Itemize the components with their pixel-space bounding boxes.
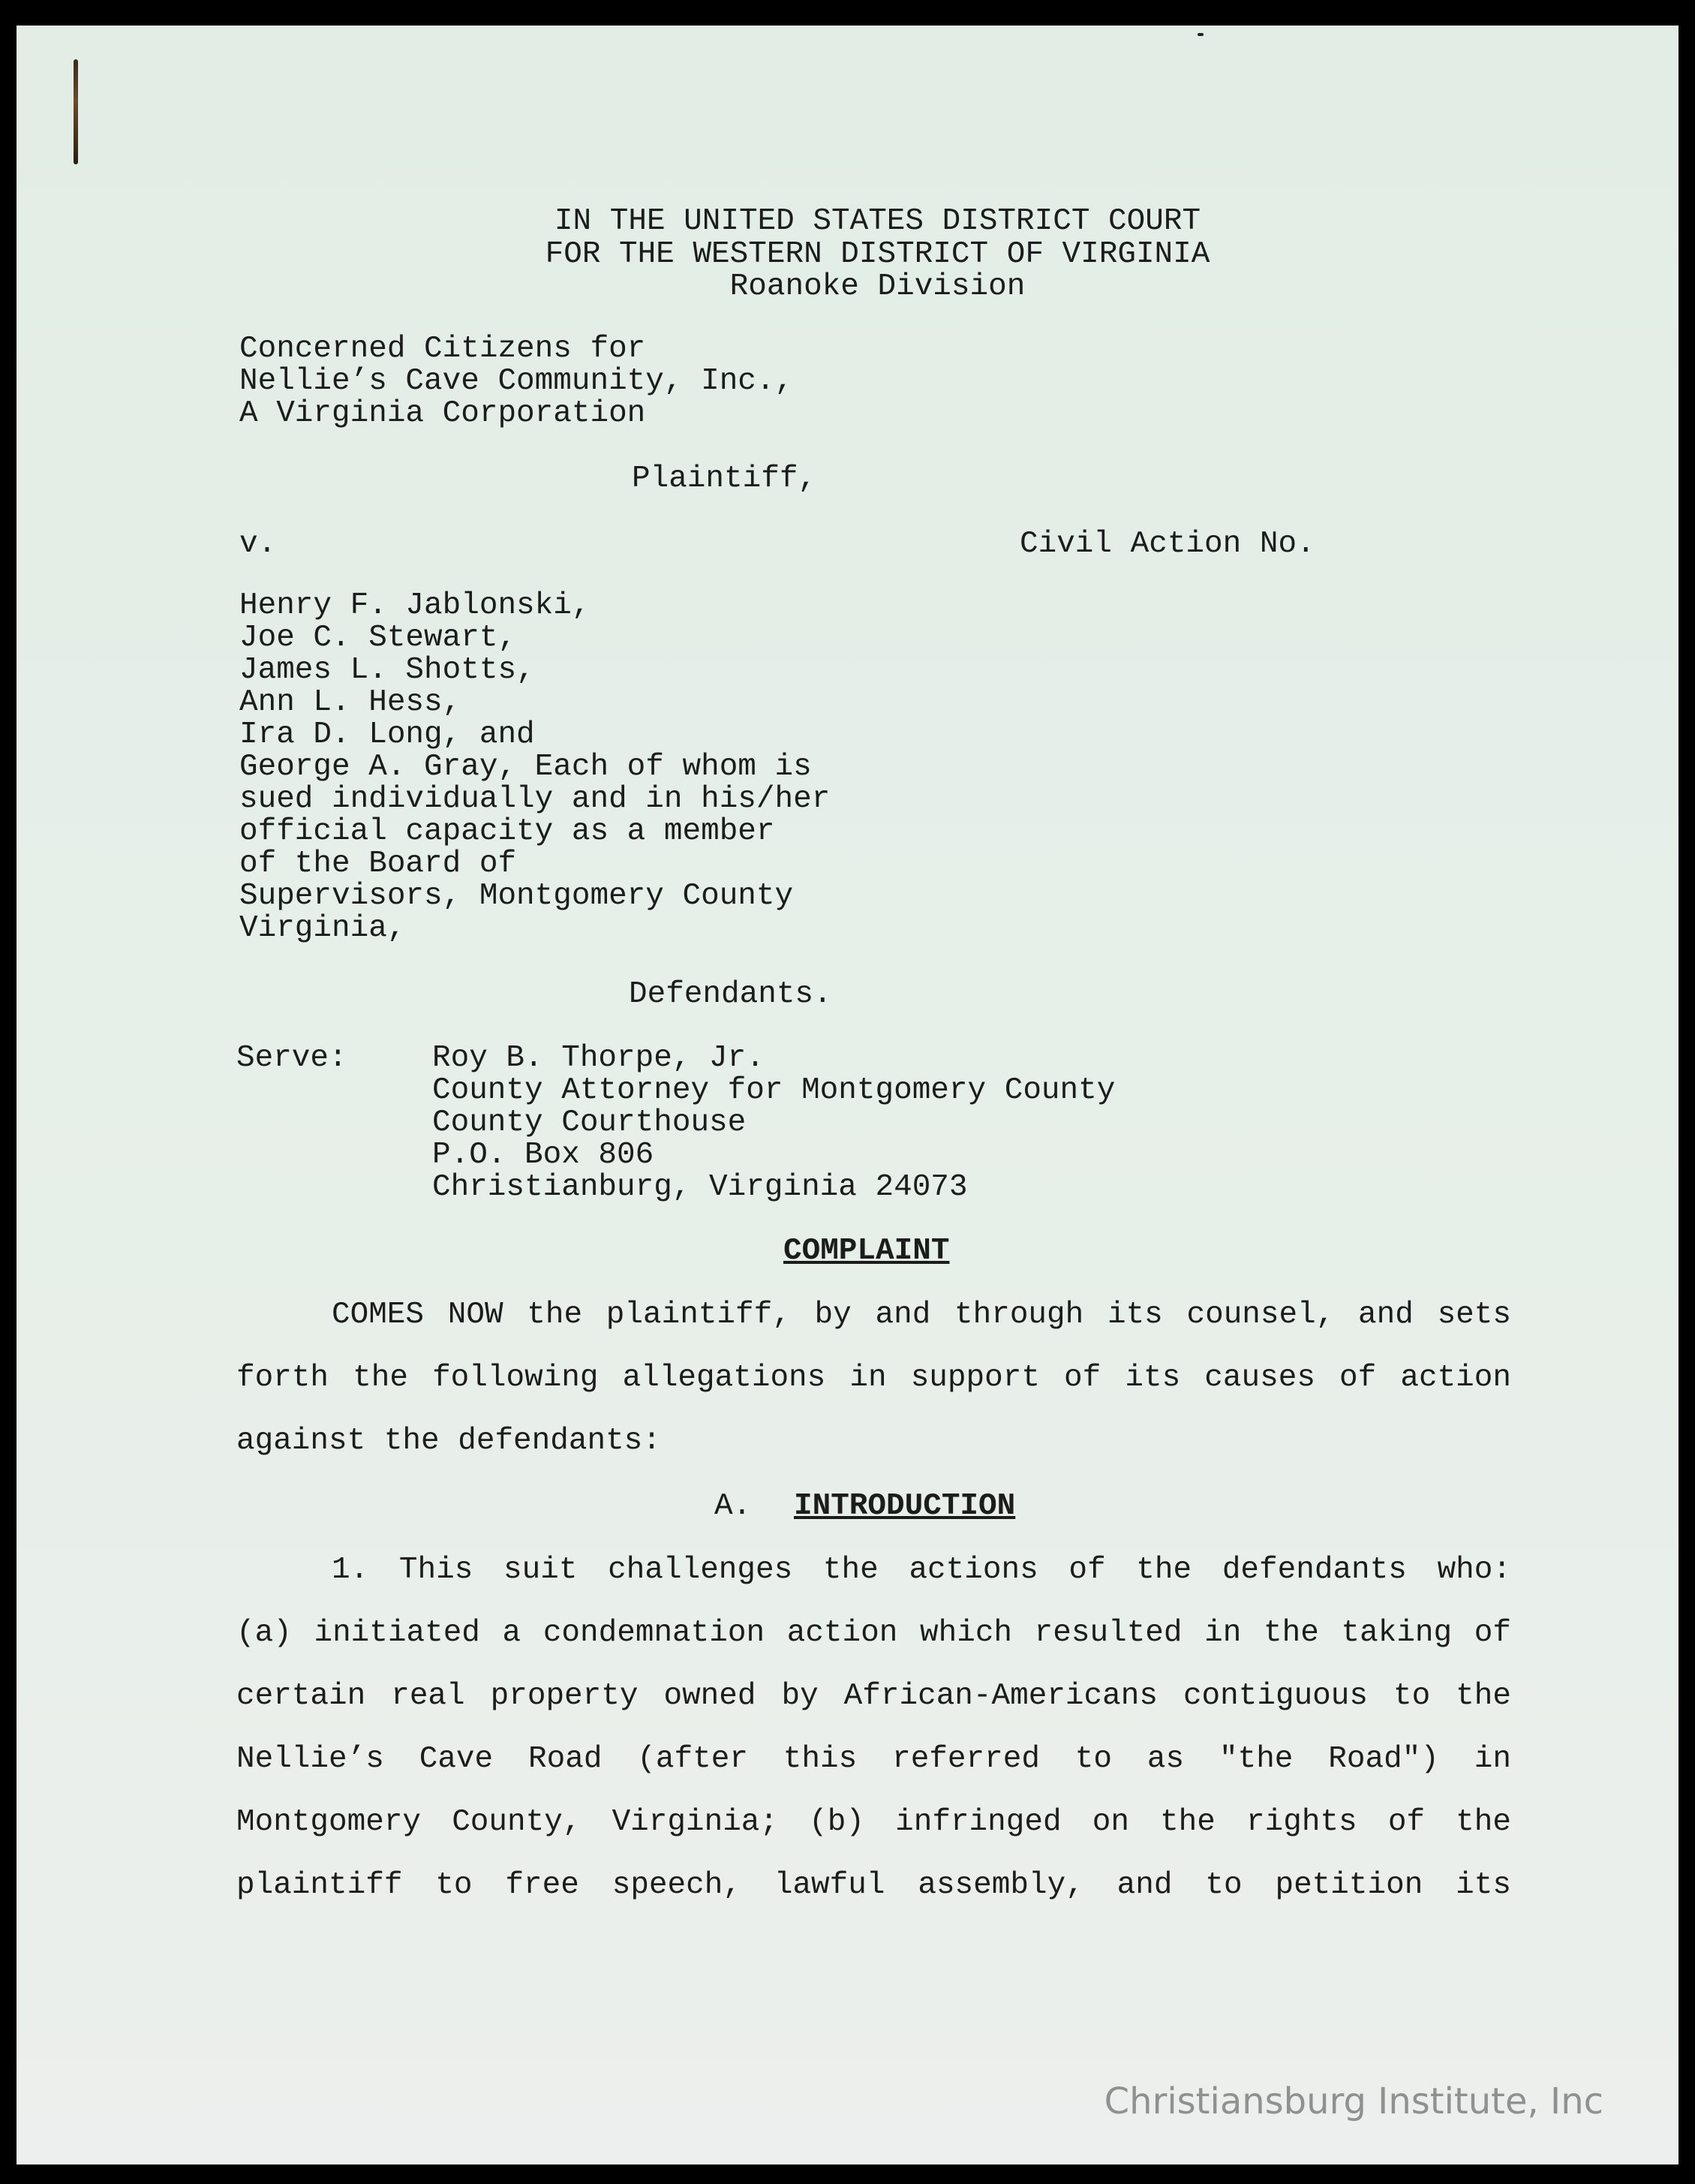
defendant-line: George A. Gray, Each of whom is [239, 750, 812, 784]
paragraph-1-line: certain real property owned by African-Americans contiguous to the [236, 1679, 1511, 1713]
defendant-line: Supervisors, Montgomery County [239, 879, 794, 913]
paragraph-1-line: 1. This suit challenges the actions of the defendants who: [332, 1553, 1511, 1587]
paragraph-1-line: plaintiff to free speech, lawful assembly, and to petition its [236, 1868, 1511, 1903]
plaintiff-line: Concerned Citizens for [239, 332, 646, 366]
binding-mark [74, 59, 78, 164]
paragraph-1-line: (a) initiated a condemnation action which resulted in the taking of [236, 1616, 1511, 1650]
defendant-line: official capacity as a member [239, 814, 775, 849]
watermark: Christiansburg Institute, Inc [1104, 2080, 1603, 2122]
paragraph-1-line: Montgomery County, Virginia; (b) infringed on the rights of the [236, 1805, 1511, 1840]
defendants-role: Defendants. [629, 977, 832, 1012]
intro-paragraph-line: against the defendants: [236, 1424, 661, 1458]
plaintiff-role: Plaintiff, [632, 462, 817, 496]
defendant-line: Ira D. Long, and [239, 717, 535, 752]
civil-action-label: Civil Action No. [1020, 527, 1315, 561]
serve-line: Christianburg, Virginia 24073 [432, 1170, 968, 1205]
intro-paragraph-line: COMES NOW the plaintiff, by and through its counsel, and sets [332, 1298, 1511, 1332]
serve-line: Roy B. Thorpe, Jr. [432, 1041, 765, 1075]
court-heading-line-1: IN THE UNITED STATES DISTRICT COURT [554, 204, 1201, 239]
versus-label: v. [239, 527, 277, 561]
defendant-line: Virginia, [239, 911, 406, 946]
paper-speck [1198, 33, 1204, 36]
court-heading-line-3: Roanoke Division [729, 269, 1026, 304]
document-page [17, 26, 1678, 2164]
defendant-line: James L. Shotts, [239, 653, 535, 687]
serve-line: P.O. Box 806 [432, 1138, 654, 1172]
defendant-line: Henry F. Jablonski, [239, 588, 591, 623]
section-letter: A. [714, 1489, 752, 1524]
defendant-line: sued individually and in his/her [239, 782, 831, 817]
paragraph-1-line: Nellie’s Cave Road (after this referred to as "the Road") in [236, 1742, 1511, 1776]
court-heading-line-2: FOR THE WESTERN DISTRICT OF VIRGINIA [545, 237, 1210, 272]
plaintiff-line: Nellie’s Cave Community, Inc., [239, 364, 794, 399]
serve-line: County Courthouse [432, 1106, 747, 1140]
defendant-line: Ann L. Hess, [239, 685, 461, 720]
complaint-title: COMPLAINT [783, 1234, 950, 1268]
serve-label: Serve: [236, 1041, 347, 1075]
serve-line: County Attorney for Montgomery County [432, 1073, 1116, 1108]
defendant-line: Joe C. Stewart, [239, 621, 517, 655]
defendant-line: of the Board of [239, 847, 517, 881]
section-title: INTRODUCTION [794, 1489, 1016, 1524]
plaintiff-line: A Virginia Corporation [239, 396, 646, 431]
intro-paragraph-line: forth the following allegations in support of its causes of action [236, 1361, 1511, 1395]
